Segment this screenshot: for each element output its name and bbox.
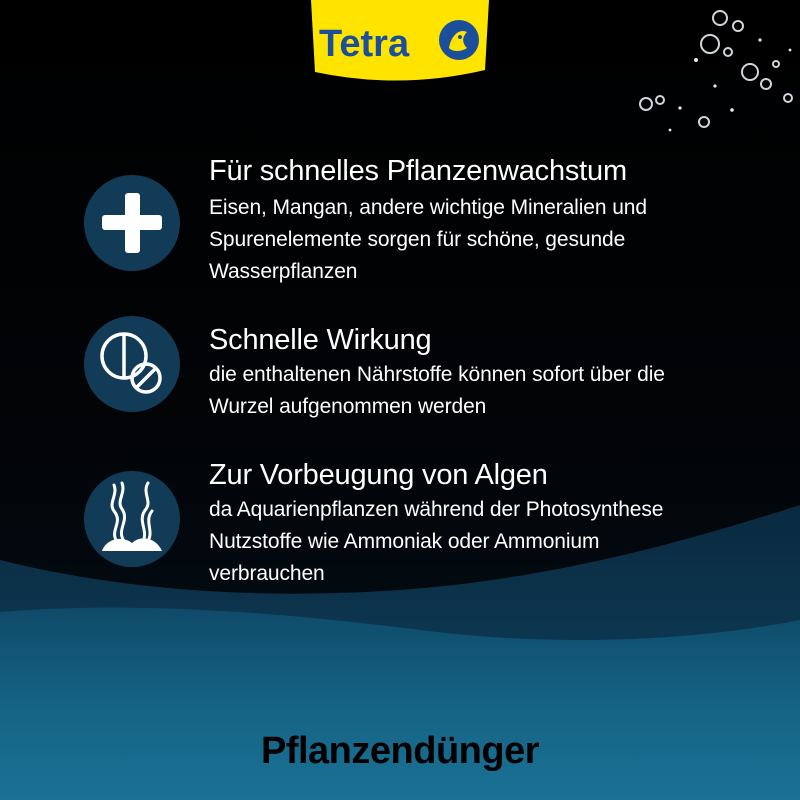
feature-description — [209, 494, 769, 590]
logo-text: Tetra — [319, 23, 410, 65]
product-title: Pflanzendünger — [260, 730, 540, 772]
feature-title: Für schnelles Pflanzenwachstum — [209, 155, 627, 187]
description-line: Wurzel aufgenommen werden — [209, 395, 487, 418]
tablets-icon — [84, 316, 180, 412]
feature-title: Zur Vorbeugung von Algen — [209, 459, 548, 491]
plus-icon — [84, 175, 180, 271]
icon-circle — [84, 471, 180, 567]
description-line: da Aquarienpflanzen während der Photosynthese — [209, 498, 664, 521]
bubbles-decoration — [600, 0, 800, 160]
feature-description — [209, 192, 769, 288]
description-line: Eisen, Mangan, andere wichtige Mineralien und — [209, 196, 647, 219]
description-line: verbrauchen — [209, 562, 325, 585]
description-line: Nutzstoffe wie Ammoniak oder Ammonium — [209, 530, 600, 553]
description-line: Wasserpflanzen — [209, 260, 358, 283]
tetra-logo — [307, 0, 493, 84]
feature-title: Schnelle Wirkung — [209, 324, 432, 356]
description-line: Spurenelemente sorgen für schöne, gesunde — [209, 228, 626, 251]
seaweed-icon — [84, 471, 180, 567]
icon-circle — [84, 175, 180, 271]
description-line: die enthaltenen Nährstoffe können sofort über die — [209, 363, 665, 386]
feature-description — [209, 359, 769, 423]
icon-circle — [84, 316, 180, 412]
